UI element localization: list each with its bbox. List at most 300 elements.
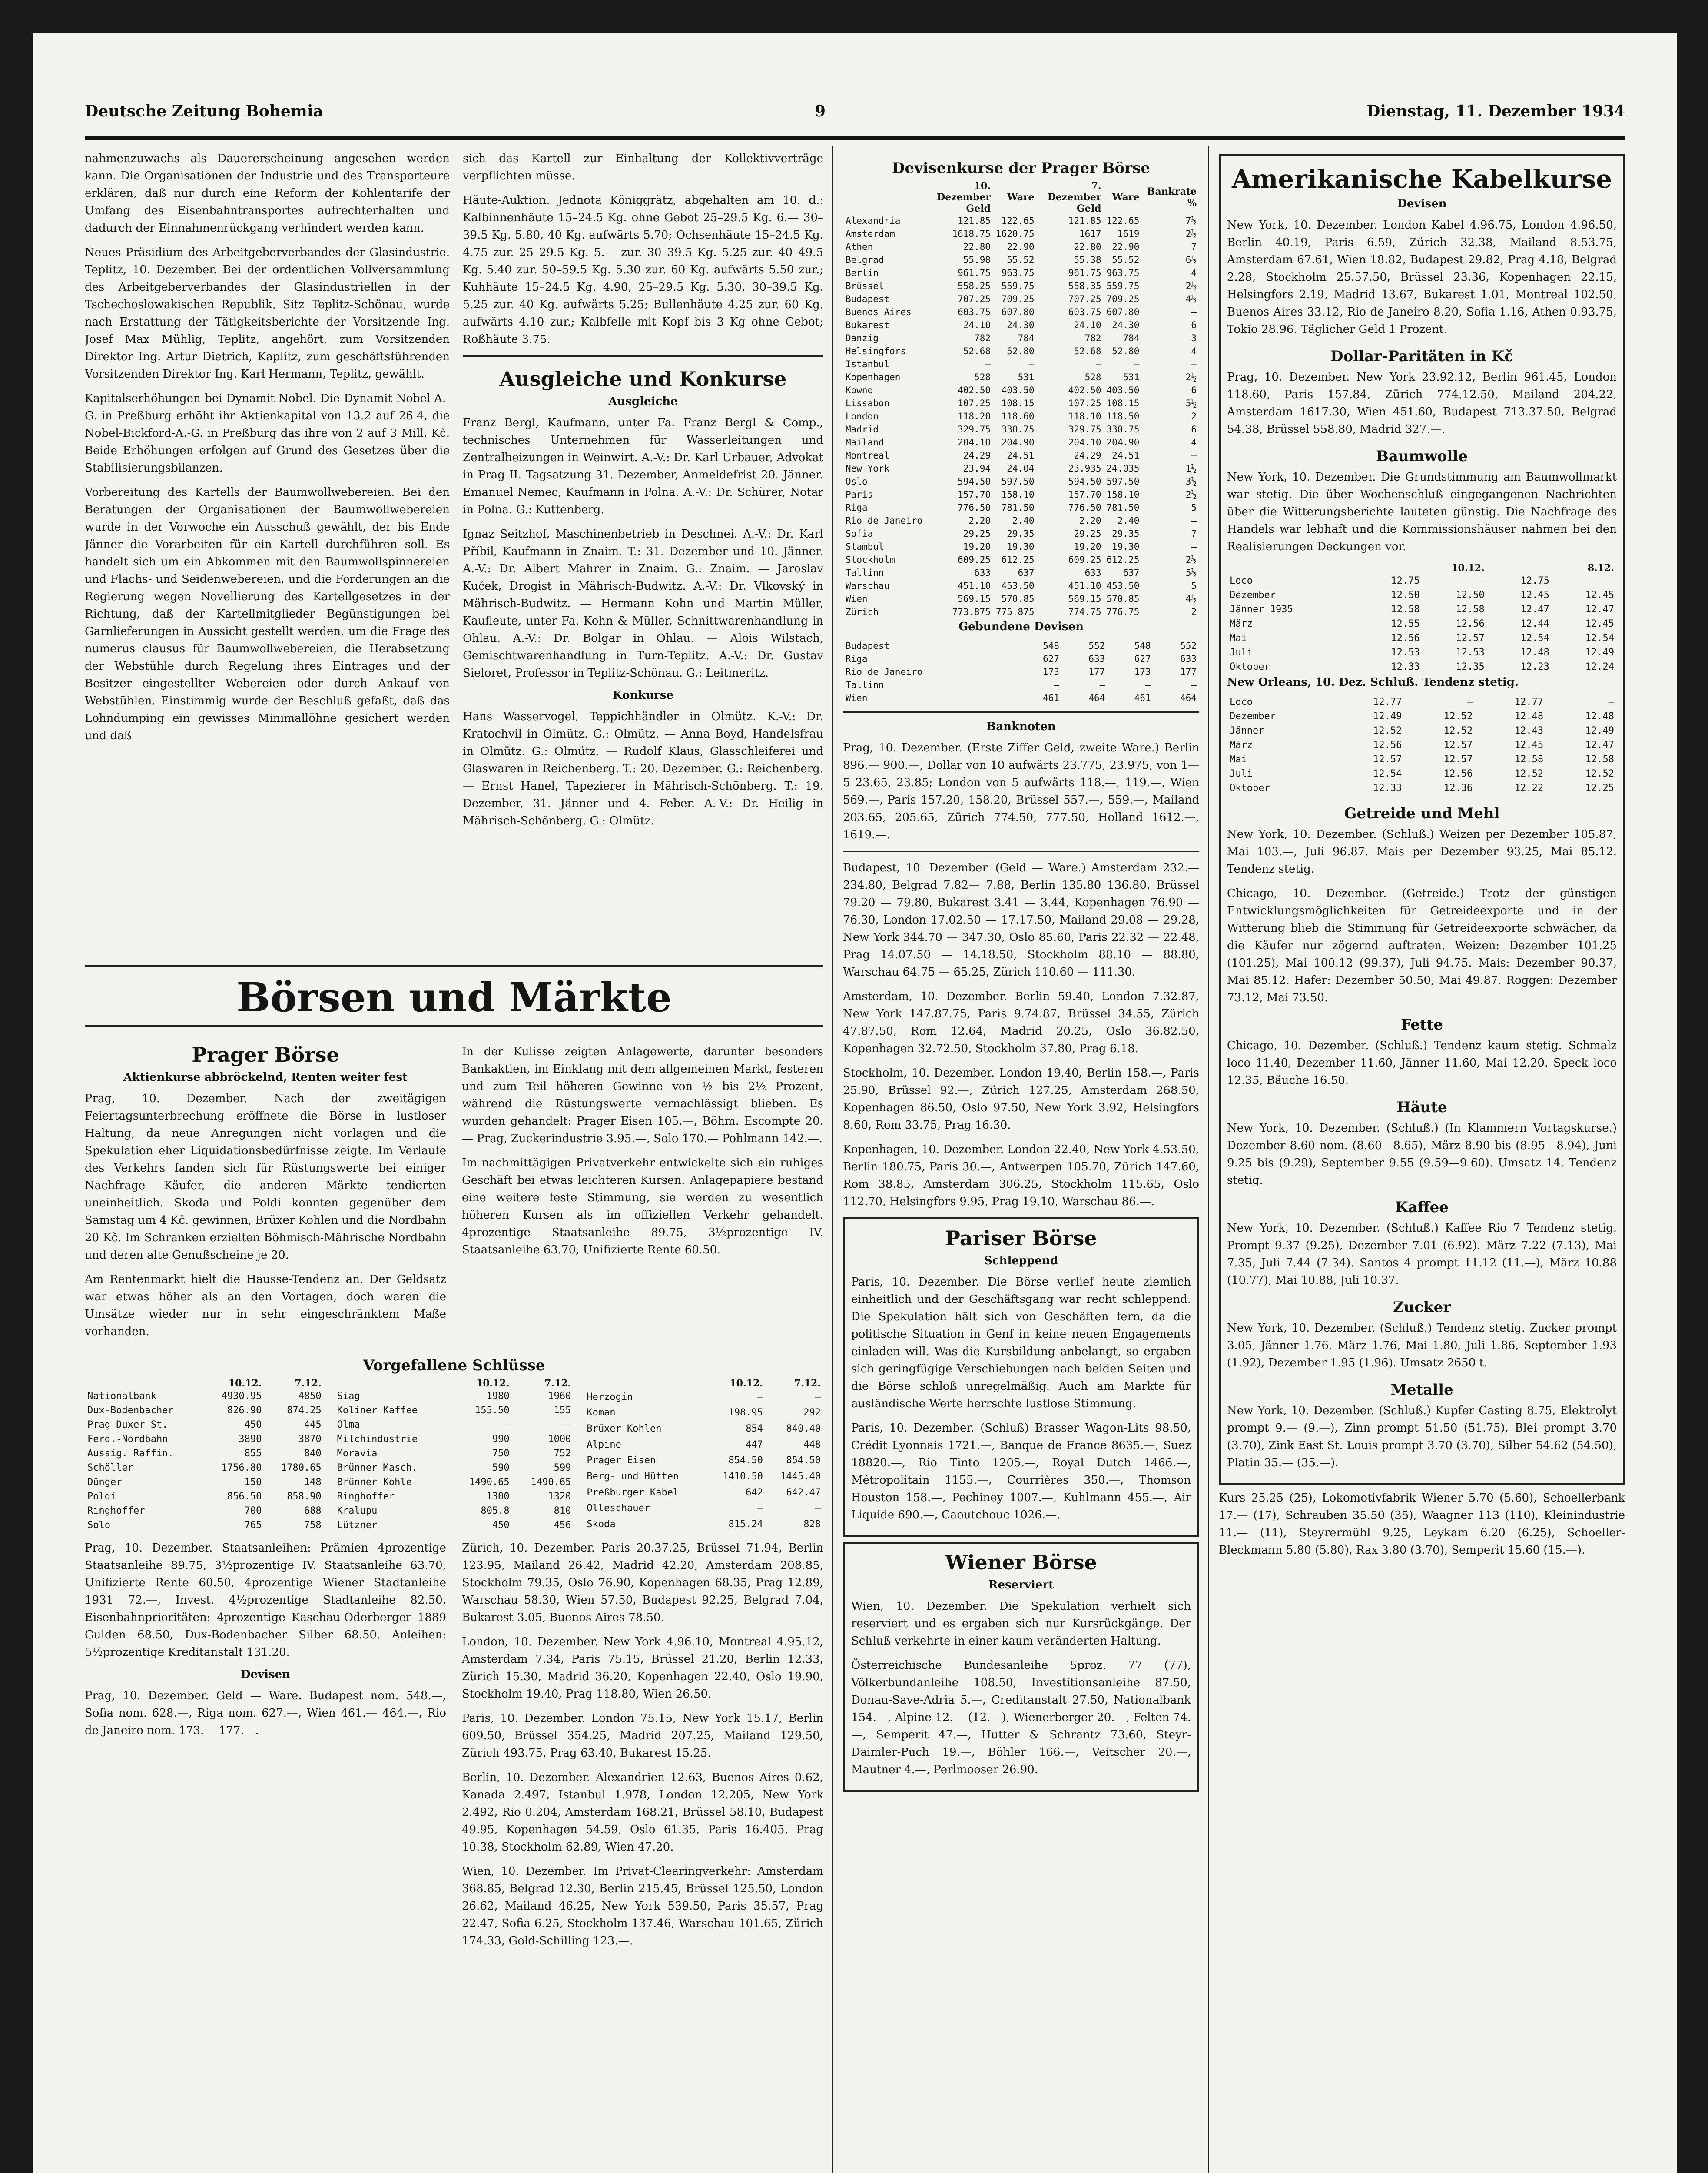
section-title: Ausgleiche und Konkurse bbox=[499, 367, 787, 391]
devisen-row bbox=[843, 553, 1199, 566]
row-value: 22.80 bbox=[1074, 242, 1101, 252]
row-value: 55.98 bbox=[963, 255, 991, 265]
row-label: Riga bbox=[846, 654, 868, 664]
cotton-row bbox=[1227, 602, 1617, 617]
section-title: Devisenkurse der Prager Börse bbox=[892, 159, 1150, 177]
row-label: Berg- und Hütten bbox=[587, 1471, 679, 1482]
row-label: Tallinn bbox=[846, 568, 884, 578]
row-value: 118.50 bbox=[1106, 411, 1140, 422]
cotton-row bbox=[1227, 738, 1617, 752]
row-value: — bbox=[757, 1391, 763, 1402]
row-value: 559.75 bbox=[1001, 281, 1035, 291]
row-value: 597.50 bbox=[1106, 476, 1140, 487]
row-value: 12.52 bbox=[1444, 711, 1473, 722]
article-paragraph: Österreichische Bundesanleihe 5proz. 77 (77), Völkerbundanleihe 108.50, Investitionsanleihe 87.50, Donau-Save-Adria 5.—, Creditanstalt 27.50, Nationalbank 154.—, Alpine 12.— (12.—), Wienerberger 20.—, Felten 74.—, Semperit 47.—, Hutter & Schrantz 73.60, Steyr-Daimler-Puch 19.—, Böhler 166.—, Veitscher 20.—, Mautner 4.—, Perlmooser 26.90. bbox=[851, 1659, 1191, 1776]
row-value: 1445.40 bbox=[780, 1471, 821, 1482]
row-value: 1300 bbox=[486, 1491, 510, 1502]
article-paragraph: In der Kulisse zeigten Anlagewerte, darunter besonders Bankaktien, im Einklang mit dem allgemeinen Markt, festeren und zum Teil höheren Gewinne von ½ bis 2½ Prozent, während die Rüstungswerte vernachlässigt blieben. Es wurden gehandelt: Prager Eisen 105.—, Böhm. Escompte 20.— Prag, Zuckerindustrie 3.95.—, Solo 170.— Pohlmann 142.—. bbox=[462, 1045, 823, 1145]
cotton-ny-table: 10.12. 8.12. Loco 12.75 — 12.75 — Dezember 12.50 12.50 12.45 12.45 Jänner 1935 12.58 12.58 12.47 12.47 März 12.55 12.56 12.44 12.45 Mai 12.56 12.57 12.54 12.54 Juli 12.53 12.53 12.48 12.49 Oktober 12.33 12.35 12.23 12.24 bbox=[1227, 562, 1617, 674]
row-value: 402.50 bbox=[958, 385, 991, 395]
row-label: März bbox=[1230, 740, 1253, 751]
row-value: 12.43 bbox=[1514, 725, 1544, 736]
row-value: 855 bbox=[244, 1448, 262, 1459]
schluesse-row bbox=[85, 1504, 324, 1518]
row-value: — bbox=[565, 1419, 571, 1430]
schluesse-row bbox=[85, 1518, 324, 1532]
article-paragraph: Prag, 10. Dezember. Geld — Ware. Budapest nom. 548.—, Sofia nom. 628.—, Riga nom. 627.—, Wien 461.— 464.—, Rio de Janeiro nom. 173.— 177.—. bbox=[85, 1689, 446, 1737]
row-label: Juli bbox=[1230, 647, 1253, 658]
row-value: 55.52 bbox=[1007, 255, 1035, 265]
row-value: 627 bbox=[1043, 654, 1059, 664]
schluesse-row bbox=[335, 1403, 574, 1418]
row-value: 2½ bbox=[1185, 372, 1197, 382]
row-value: 1756.80 bbox=[221, 1462, 262, 1473]
devisen-row bbox=[843, 266, 1199, 279]
row-value: — bbox=[1145, 680, 1151, 690]
row-value: 570.85 bbox=[1001, 594, 1035, 604]
row-value: 854.50 bbox=[786, 1455, 821, 1466]
row-value: 453.50 bbox=[1001, 581, 1035, 591]
cotton-row bbox=[1227, 709, 1617, 724]
row-value: 597.50 bbox=[1001, 476, 1035, 487]
devisen-row bbox=[843, 514, 1199, 527]
article-paragraph: Amsterdam, 10. Dezember. Berlin 59.40, London 7.32.87, New York 147.87.75, Paris 9.74.87, Brüssel 34.55, Zürich 47.87.50, Rom 12.64, Madrid 20.25, Oslo 36.82.50, Kopenhagen 32.72.50, Stockholm 37.80, Prag 6.18. bbox=[843, 990, 1199, 1055]
row-value: 1960 bbox=[548, 1391, 571, 1402]
row-value: 450 bbox=[492, 1520, 510, 1531]
schluesse-row bbox=[335, 1489, 574, 1504]
article-paragraph: Im nachmittägigen Privatverkehr entwickelte sich ein ruhiges Geschäft bei etwas leichteren Kursen. Anlagepapiere bestand eine weitere feste Stimmung, sie werden zu wesentlich höheren Kursen als im offiziellen Verkehr gehandelt. 4prozentige Staatsanleihe 89.75, 3½prozentige IV. Staatsanleihe 63.70, Unifizierte Rente 60.50. bbox=[462, 1156, 823, 1256]
schluesse-row bbox=[584, 1405, 823, 1421]
row-value: 22.80 bbox=[963, 242, 991, 252]
row-value: — bbox=[815, 1391, 821, 1402]
row-value: 607.80 bbox=[1106, 307, 1140, 317]
clearing-table bbox=[843, 639, 1199, 704]
row-value: 29.25 bbox=[963, 528, 991, 539]
row-value: 2½ bbox=[1185, 281, 1197, 291]
row-value: 5½ bbox=[1185, 568, 1197, 578]
row-value: 4 bbox=[1191, 268, 1197, 278]
schluesse-row bbox=[85, 1475, 324, 1489]
devisen-row bbox=[843, 605, 1199, 618]
devisen-row bbox=[843, 397, 1199, 410]
devisen-row bbox=[843, 592, 1199, 605]
row-value: 1980 bbox=[486, 1391, 510, 1402]
row-label: Ringhoffer bbox=[337, 1491, 395, 1502]
row-value: — bbox=[1608, 697, 1614, 708]
row-value: — bbox=[985, 359, 991, 369]
row-value: 12.55 bbox=[1391, 618, 1420, 629]
row-value: 22.90 bbox=[1112, 242, 1140, 252]
devisen-row bbox=[843, 423, 1199, 436]
row-value: 552 bbox=[1180, 641, 1197, 651]
row-value: 12.57 bbox=[1456, 633, 1485, 644]
row-value: 609.25 bbox=[1068, 555, 1101, 565]
schluesse-row bbox=[335, 1432, 574, 1446]
boersen-banner: Börsen und Märkte bbox=[85, 974, 823, 1027]
row-value: 570.85 bbox=[1106, 594, 1140, 604]
article-paragraph: nahmenzuwachs als Dauererscheinung angesehen werden kann. Die Organisationen der Industrie und des Transporteure erklären, daß nur durch eine Reform der Kohlentarife der Umfang des Eisenbahntransportes aufrechterhalten und dadurch der Einnahmenrückgang verhindert werden kann. bbox=[85, 152, 450, 235]
row-value: 2½ bbox=[1185, 489, 1197, 500]
row-value: 461 bbox=[1043, 693, 1059, 703]
header-rule bbox=[85, 136, 1625, 140]
row-value: 828 bbox=[803, 1519, 821, 1530]
row-value: 121.85 bbox=[1068, 216, 1101, 226]
row-value: 4930.95 bbox=[221, 1391, 262, 1402]
row-value: 12.54 bbox=[1520, 633, 1549, 644]
row-value: — bbox=[1467, 697, 1473, 708]
row-value: 642 bbox=[746, 1487, 763, 1498]
row-value: 3½ bbox=[1185, 476, 1197, 487]
devisen-row bbox=[843, 279, 1199, 292]
row-value: 12.57 bbox=[1444, 754, 1473, 765]
row-label: Tallinn bbox=[846, 680, 884, 690]
row-value: 854.50 bbox=[728, 1455, 763, 1466]
row-value: 23.94 bbox=[963, 463, 991, 474]
row-value: 24.035 bbox=[1106, 463, 1140, 474]
row-value: 2½ bbox=[1185, 555, 1197, 565]
schluesse-row bbox=[85, 1403, 324, 1418]
row-value: 12.48 bbox=[1585, 711, 1614, 722]
row-value: — bbox=[1191, 542, 1197, 552]
row-value: 12.33 bbox=[1373, 783, 1402, 794]
row-label: Prager Eisen bbox=[587, 1455, 656, 1466]
row-value: 782 bbox=[974, 333, 991, 343]
row-label: Juli bbox=[1230, 768, 1253, 779]
clearing-row bbox=[843, 678, 1199, 691]
row-value: 12.57 bbox=[1444, 740, 1473, 751]
cotton-row bbox=[1227, 588, 1617, 602]
row-value: 448 bbox=[803, 1439, 821, 1450]
row-value: 6 bbox=[1191, 385, 1197, 395]
row-label: Zürich bbox=[846, 607, 879, 617]
schluesse-row bbox=[584, 1516, 823, 1532]
devisen-row bbox=[843, 566, 1199, 579]
row-value: 688 bbox=[304, 1505, 322, 1516]
row-value: 810 bbox=[554, 1505, 571, 1516]
row-value: 22.90 bbox=[1007, 242, 1035, 252]
row-label: Brüssel bbox=[846, 281, 884, 291]
devisen-row bbox=[843, 253, 1199, 266]
row-value: 2.20 bbox=[968, 515, 991, 526]
row-value: 826.90 bbox=[227, 1405, 262, 1416]
section-title: Häute bbox=[1396, 1099, 1447, 1116]
row-value: 12.22 bbox=[1514, 783, 1544, 794]
row-value: 12.50 bbox=[1456, 590, 1485, 601]
row-value: 158.10 bbox=[1106, 489, 1140, 500]
row-value: 464 bbox=[1088, 693, 1105, 703]
row-value: 12.56 bbox=[1444, 768, 1473, 779]
pariser-boerse-box bbox=[843, 1217, 1199, 1537]
devisen-row bbox=[843, 345, 1199, 358]
devisen-row bbox=[843, 540, 1199, 553]
row-value: 559.75 bbox=[1106, 281, 1140, 291]
article-paragraph: New York, 10. Dezember. (Schluß.) Weizen per Dezember 105.87, Mai 103.—, Juli 96.87. Mais per Dezember 93.25, Mai 85.12. Tendenz stetig. bbox=[1227, 828, 1617, 876]
row-value: 3890 bbox=[239, 1434, 262, 1445]
row-label: Rio de Janeiro bbox=[846, 515, 923, 526]
row-value: 12.35 bbox=[1456, 661, 1485, 672]
row-value: 627 bbox=[1134, 654, 1151, 664]
row-value: 12.58 bbox=[1391, 604, 1420, 615]
row-value: 12.48 bbox=[1520, 647, 1549, 658]
section-title: Kaffee bbox=[1395, 1199, 1449, 1216]
article-paragraph: Am Rentenmarkt hielt die Hausse-Tendenz an. Der Geldsatz war etwas höher als an den Vortagen, doch waren die Umsätze wieder nur in sehr eingeschränktem Maße vorhanden. bbox=[85, 1273, 446, 1338]
row-value: 292 bbox=[803, 1407, 821, 1419]
schluesse-row bbox=[85, 1446, 324, 1461]
row-value: 528 bbox=[1084, 372, 1101, 382]
cotton-row bbox=[1227, 781, 1617, 795]
row-value: 776.50 bbox=[1068, 502, 1101, 513]
row-value: 637 bbox=[1123, 568, 1140, 578]
row-label: Sofia bbox=[846, 528, 873, 539]
section-subtitle: Banknoten bbox=[986, 720, 1056, 733]
row-value: 157.70 bbox=[958, 489, 991, 500]
section-title: Prager Börse bbox=[192, 1043, 339, 1067]
schluesse-row bbox=[335, 1389, 574, 1403]
row-label: Poldi bbox=[87, 1491, 116, 1502]
row-value: 2½ bbox=[1185, 229, 1197, 239]
row-label: Alexandria bbox=[846, 216, 901, 226]
row-value: 781.50 bbox=[1106, 502, 1140, 513]
article-paragraph: Paris, 10. Dezember. London 75.15, New York 15.17, Berlin 609.50, Brüssel 354.25, Madrid 207.25, Mailand 129.50, Zürich 493.75, Prag 63.40, Bukarest 15.25. bbox=[462, 1712, 823, 1760]
devisen-row bbox=[843, 384, 1199, 397]
row-value: 633 bbox=[974, 568, 991, 578]
devisen-row bbox=[843, 501, 1199, 514]
row-value: 12.54 bbox=[1373, 768, 1402, 779]
row-value: 12.58 bbox=[1456, 604, 1485, 615]
row-label: Brünner Masch. bbox=[337, 1462, 418, 1473]
row-value: — bbox=[815, 1503, 821, 1514]
article-paragraph: Budapest, 10. Dezember. (Geld — Ware.) Amsterdam 232.— 234.80, Belgrad 7.82— 7.88, Berlin 135.80 136.80, Brüssel 79.20 — 79.80, Bukarest 3.41 — 3.44, Kopenhagen 76.90 — 76.30, London 17.02.50 — 17.17.50, Mailand 29.08 — 29.28, New York 344.70 — 347.30, Oslo 85.60, Paris 22.32 — 22.48, Prag 14.07.50 — 14.18.50, Stockholm 88.10 — 88.80, Warschau 64.75 — 65.25, Zürich 110.60 — 111.30. bbox=[843, 861, 1199, 979]
row-value: 633 bbox=[1088, 654, 1105, 664]
row-value: 12.47 bbox=[1585, 604, 1614, 615]
row-value: 122.65 bbox=[1001, 216, 1035, 226]
schluesse-row bbox=[85, 1418, 324, 1432]
row-value: 451.10 bbox=[1068, 581, 1101, 591]
row-label: Kowno bbox=[846, 385, 873, 395]
row-value: — bbox=[1191, 680, 1197, 690]
row-value: 157.70 bbox=[1068, 489, 1101, 500]
devisen-row bbox=[843, 319, 1199, 332]
row-value: 603.75 bbox=[1068, 307, 1101, 317]
row-value: — bbox=[757, 1503, 763, 1514]
column-3 bbox=[843, 150, 1199, 2173]
row-value: 12.56 bbox=[1391, 633, 1420, 644]
row-value: 12.45 bbox=[1520, 590, 1549, 601]
row-value: 569.15 bbox=[958, 594, 991, 604]
row-value: 456 bbox=[554, 1520, 571, 1531]
row-value: 642.47 bbox=[786, 1487, 821, 1498]
row-value: 177 bbox=[1180, 667, 1197, 677]
clearing-row bbox=[843, 665, 1199, 678]
row-value: 548 bbox=[1043, 641, 1059, 651]
row-value: 107.25 bbox=[1068, 398, 1101, 409]
article-paragraph: sich das Kartell zur Einhaltung der Kollektivverträge verpflichten müsse. bbox=[463, 152, 823, 183]
schluesse-title: Vorgefallene Schlüsse bbox=[363, 1357, 545, 1374]
row-value: 776.75 bbox=[1106, 607, 1140, 617]
section-title: Baumwolle bbox=[1376, 448, 1468, 465]
row-value: 707.25 bbox=[1068, 294, 1101, 304]
article-paragraph: Berlin, 10. Dezember. Alexandrien 12.63, Buenos Aires 0.62, Kanada 2.497, Istanbul 1.978, London 12.205, New York 2.492, Rio 0.204, Amsterdam 168.21, Brüssel 58.10, Budapest 49.95, Kopenhagen 54.59, Oslo 61.35, Paris 16.405, Prag 10.38, Stockholm 62.89, Wien 47.20. bbox=[462, 1771, 823, 1854]
boersen-section bbox=[85, 958, 823, 2173]
row-value: 874.25 bbox=[287, 1405, 322, 1416]
section-subtitle: Schleppend bbox=[984, 1254, 1058, 1267]
row-label: Moravia bbox=[337, 1448, 378, 1459]
section-title: Zucker bbox=[1393, 1299, 1451, 1316]
clearing-row bbox=[843, 652, 1199, 665]
row-label: Mai bbox=[1230, 754, 1247, 765]
row-label: Berlin bbox=[846, 268, 879, 278]
row-value: 12.54 bbox=[1585, 633, 1614, 644]
column-2 bbox=[463, 150, 823, 950]
article-paragraph: Hans Wasservogel, Teppichhändler in Olmütz. K.-V.: Dr. Kratochvil in Olmütz. G.: Olmütz. — Anna Boyd, Handelsfrau in Olmütz. G.: Olmütz. — Rudolf Klaus, Glasschleiferei und Glaswaren in Reichenberg. T.: 20. Dezember. G.: Reichenberg. — Ernst Hanel, Tapezierer in Mährisch-Schönberg. T.: 19. Dezember, 31. Jänner und 4. Feber. A.-V.: Dr. Heilig in Mährisch-Schönberg. G.: Olmütz. bbox=[463, 710, 823, 827]
article-paragraph: New York, 10. Dezember. (Schluß.) Kaffee Rio 7 Tendenz stetig. Prompt 9.37 (9.25), Dezember 7.01 (6.92). März 7.22 (7.13), Mai 7.35, Juli 7.44 (7.34). Santos 4 prompt 11.12 (11.—), März 10.88 (10.77), Mai 10.88, Juli 10.37. bbox=[1227, 1222, 1617, 1287]
row-value: 599 bbox=[554, 1462, 571, 1473]
cotton-row bbox=[1227, 645, 1617, 660]
row-value: 1617 bbox=[1079, 229, 1101, 239]
row-value: 12.24 bbox=[1585, 661, 1614, 672]
row-value: 12.45 bbox=[1514, 740, 1544, 751]
wiener-boerse-box bbox=[843, 1542, 1199, 1792]
article-paragraph: Wien, 10. Dezember. Die Spekulation verhielt sich reserviert und es ergaben sich nur Kursrückgänge. Der Schluß verkehrte in einer kaum veränderten Haltung. bbox=[851, 1600, 1191, 1648]
row-value: 548 bbox=[1134, 641, 1151, 651]
row-value: 858.90 bbox=[287, 1491, 322, 1502]
row-value: 402.50 bbox=[1068, 385, 1101, 395]
section-rule bbox=[463, 355, 823, 357]
row-value: 204.90 bbox=[1001, 437, 1035, 448]
row-value: 752 bbox=[554, 1448, 571, 1459]
row-value: 24.04 bbox=[1007, 463, 1035, 474]
schluesse-row bbox=[85, 1389, 324, 1403]
row-value: 5 bbox=[1191, 581, 1197, 591]
row-label: Paris bbox=[846, 489, 873, 500]
row-value: 24.51 bbox=[1112, 450, 1140, 461]
row-label: Olma bbox=[337, 1419, 360, 1430]
row-label: Mailand bbox=[846, 437, 884, 448]
row-value: — bbox=[504, 1419, 510, 1430]
row-value: 12.58 bbox=[1514, 754, 1544, 765]
schluesse-table-b: 10.12. 7.12. Siag 1980 1960 Koliner Kaffee 155.50 155 Olma — — Milchindustrie 990 1000 Moravia 750 752 Brünner Masch. 590 599 Brünner Kohle 1490.65 1490.65 Ringhoffer 1300 1320 Kralupu 805.8 810 Lützner 450 456 bbox=[335, 1378, 574, 1532]
row-value: 5 bbox=[1191, 502, 1197, 513]
schluesse-table-a: 10.12. 7.12. Nationalbank 4930.95 4850 Dux-Bodenbacher 826.90 874.25 Prag-Duxer St. 450 445 Ferd.-Nordbahn 3890 3870 Aussig. Raffin. 855 840 Schöller 1756.80 1780.65 Dünger 150 148 Poldi 856.50 858.90 Ringhoffer 700 688 Solo 765 758 bbox=[85, 1378, 324, 1532]
row-label: Belgrad bbox=[846, 255, 884, 265]
row-value: 204.10 bbox=[958, 437, 991, 448]
schluesse-row bbox=[584, 1437, 823, 1453]
row-value: 774.75 bbox=[1068, 607, 1101, 617]
section-subtitle: Devisen bbox=[240, 1668, 291, 1681]
row-value: 329.75 bbox=[1068, 424, 1101, 435]
row-value: 24.30 bbox=[1007, 320, 1035, 330]
schluesse-row bbox=[584, 1389, 823, 1405]
row-value: 7 bbox=[1191, 242, 1197, 252]
row-label: Stockholm bbox=[846, 555, 895, 565]
row-label: Schöller bbox=[87, 1462, 133, 1473]
row-value: 709.25 bbox=[1106, 294, 1140, 304]
devisen-row bbox=[843, 214, 1199, 227]
row-label: Wien bbox=[846, 693, 868, 703]
row-value: 24.10 bbox=[1074, 320, 1101, 330]
row-value: 19.20 bbox=[1074, 542, 1101, 552]
row-label: Danzig bbox=[846, 333, 879, 343]
devisen-row bbox=[843, 462, 1199, 475]
row-label: Skoda bbox=[587, 1519, 616, 1530]
row-value: 12.77 bbox=[1373, 697, 1402, 708]
row-value: 12.75 bbox=[1391, 575, 1420, 586]
row-value: 12.48 bbox=[1514, 711, 1544, 722]
row-value: 2 bbox=[1191, 607, 1197, 617]
row-value: 12.47 bbox=[1585, 740, 1614, 751]
row-value: 198.95 bbox=[728, 1407, 763, 1419]
row-value: 12.36 bbox=[1444, 783, 1473, 794]
row-label: Warschau bbox=[846, 581, 890, 591]
row-value: 24.29 bbox=[963, 450, 991, 461]
article-paragraph: Prag, 10. Dezember. (Erste Ziffer Geld, zweite Ware.) Berlin 896.— 900.—, Dollar von 10 aufwärts 23.775, 23.975, von 1—5 23.65, 23.85; London von 5 aufwärts 118.—, 119.—, Wien 569.—, Paris 157.20, 158.20, Brüssel 557.—, 559.—, Mailand 203.65, 205.65, Zürich 774.50, 777.50, Holland 1612.—, 1619.—. bbox=[843, 741, 1199, 841]
row-label: Kopenhagen bbox=[846, 372, 901, 382]
row-value: 12.45 bbox=[1585, 618, 1614, 629]
cotton-row bbox=[1227, 752, 1617, 767]
row-label: Montreal bbox=[846, 450, 890, 461]
row-value: 612.25 bbox=[1106, 555, 1140, 565]
row-value: 121.85 bbox=[958, 216, 991, 226]
devisen-row bbox=[843, 306, 1199, 319]
row-value: 1½ bbox=[1185, 463, 1197, 474]
row-value: 750 bbox=[492, 1448, 510, 1459]
cotton-row bbox=[1227, 695, 1617, 709]
row-value: 782 bbox=[1084, 333, 1101, 343]
row-value: 52.80 bbox=[1007, 346, 1035, 356]
schluesse-row bbox=[335, 1461, 574, 1475]
row-value: 776.50 bbox=[958, 502, 991, 513]
schluesse-row bbox=[85, 1489, 324, 1504]
row-value: 1000 bbox=[548, 1434, 571, 1445]
row-label: Herzogin bbox=[587, 1391, 633, 1402]
row-value: 531 bbox=[1123, 372, 1140, 382]
row-value: 528 bbox=[974, 372, 991, 382]
section-subtitle: Gebundene Devisen bbox=[958, 620, 1084, 633]
row-label: Buenos Aires bbox=[846, 307, 912, 317]
row-label: Dux-Bodenbacher bbox=[87, 1405, 174, 1416]
row-value: 569.15 bbox=[1068, 594, 1101, 604]
row-label: Oktober bbox=[1230, 783, 1270, 794]
row-value: 856.50 bbox=[227, 1491, 262, 1502]
row-label: Solo bbox=[87, 1520, 110, 1531]
row-value: 700 bbox=[244, 1505, 262, 1516]
row-label: Koman bbox=[587, 1407, 616, 1419]
row-value: 177 bbox=[1088, 667, 1105, 677]
row-value: 805.8 bbox=[481, 1505, 510, 1516]
row-value: 122.65 bbox=[1106, 216, 1140, 226]
issue-date: Dienstag, 11. Dezember 1934 bbox=[1366, 102, 1625, 120]
schluesse-row bbox=[584, 1421, 823, 1437]
row-value: 590 bbox=[492, 1462, 510, 1473]
row-label: Nationalbank bbox=[87, 1391, 156, 1402]
row-value: 24.29 bbox=[1074, 450, 1101, 461]
section-title: Fette bbox=[1401, 1016, 1443, 1033]
devisen-row bbox=[843, 358, 1199, 371]
row-label: Preßburger Kabel bbox=[587, 1487, 679, 1498]
row-label: Olleschauer bbox=[587, 1503, 650, 1514]
row-value: 12.49 bbox=[1585, 725, 1614, 736]
clearing-row bbox=[843, 639, 1199, 652]
devisen-row bbox=[843, 436, 1199, 449]
schluesse-row bbox=[335, 1418, 574, 1432]
article-paragraph: New York, 10. Dezember. (Schluß.) Tendenz stetig. Zucker prompt 3.05, Jänner 1.76, März 1.76, Mai 1.80, Juli 1.86, September 1.93 (1.92), Dezember 1.95 (1.96). Umsatz 2650 t. bbox=[1227, 1322, 1617, 1369]
row-label: Dezember bbox=[1230, 711, 1276, 722]
row-value: 55.38 bbox=[1074, 255, 1101, 265]
row-label: Madrid bbox=[846, 424, 879, 435]
row-value: 840.40 bbox=[786, 1423, 821, 1435]
schluesse-row bbox=[584, 1485, 823, 1501]
section-subtitle: Reserviert bbox=[988, 1578, 1054, 1592]
